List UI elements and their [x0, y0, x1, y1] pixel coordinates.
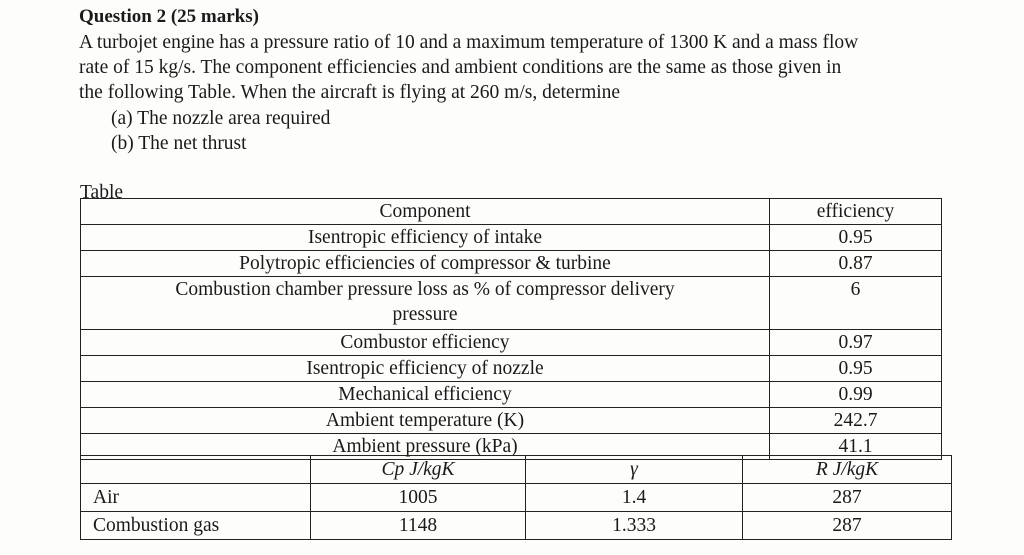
- gas-header-gamma: γ: [526, 456, 743, 484]
- question-line: A turbojet engine has a pressure ratio of 10 and a maximum temperature of 1300 K and a mass flow: [79, 32, 859, 53]
- gas-row: [81, 512, 952, 540]
- row-component: Mechanical efficiency: [81, 382, 770, 408]
- gas-header-cp: Cp J/kgK: [311, 456, 526, 484]
- table-header-row: [81, 199, 942, 225]
- row-value: 41.1: [770, 434, 942, 460]
- row-component: Combustor efficiency: [81, 330, 770, 356]
- row-component: Isentropic efficiency of nozzle: [81, 356, 770, 382]
- row-value: 0.97: [770, 330, 942, 356]
- row-value: 0.95: [770, 356, 942, 382]
- gas-cp: 1148: [311, 512, 526, 540]
- table-row: [81, 277, 942, 330]
- row-component: [81, 277, 770, 330]
- row-value: 0.95: [770, 225, 942, 251]
- gas-row: [81, 484, 952, 512]
- table-row: [81, 382, 942, 408]
- table-caption: Table: [80, 182, 124, 203]
- gas-r: 287: [743, 484, 952, 512]
- row-component-line: Combustion chamber pressure loss as % of compressor delivery: [175, 279, 675, 300]
- question-line: rate of 15 kg/s. The component efficiencies and ambient conditions are the same as those given in: [79, 57, 842, 78]
- question-title: Question 2 (25 marks): [79, 6, 259, 27]
- question-part-b: (b) The net thrust: [111, 133, 247, 154]
- gas-header-label: [81, 456, 311, 484]
- row-component: Ambient pressure (kPa): [81, 434, 770, 460]
- row-value: 0.87: [770, 251, 942, 277]
- row-value: 0.99: [770, 382, 942, 408]
- gas-r: 287: [743, 512, 952, 540]
- row-component: Ambient temperature (K): [81, 408, 770, 434]
- row-component-line: pressure: [392, 304, 458, 325]
- gas-cp: 1005: [311, 484, 526, 512]
- gas-gamma: 1.333: [526, 512, 743, 540]
- question-parts: [111, 106, 330, 156]
- gas-label: Air: [81, 484, 311, 512]
- question-line: the following Table. When the aircraft is flying at 260 m/s, determine: [79, 82, 621, 103]
- gas-label: Combustion gas: [81, 512, 311, 540]
- table-row: [81, 330, 942, 356]
- question-text: [79, 30, 949, 105]
- row-value: 242.7: [770, 408, 942, 434]
- table-row: [81, 356, 942, 382]
- gas-header-r: R J/kgK: [743, 456, 952, 484]
- table-row: [81, 225, 942, 251]
- row-value: 6: [770, 277, 942, 330]
- table-row: [81, 408, 942, 434]
- gas-header-row: [81, 456, 952, 484]
- gas-gamma: 1.4: [526, 484, 743, 512]
- gas-properties-table: [80, 455, 952, 540]
- component-table: [80, 198, 942, 460]
- header-component: Component: [81, 199, 770, 225]
- header-efficiency: efficiency: [770, 199, 942, 225]
- row-component: Isentropic efficiency of intake: [81, 225, 770, 251]
- row-component: Polytropic efficiencies of compressor & turbine: [81, 251, 770, 277]
- question-part-a: (a) The nozzle area required: [111, 108, 331, 129]
- table-row: [81, 251, 942, 277]
